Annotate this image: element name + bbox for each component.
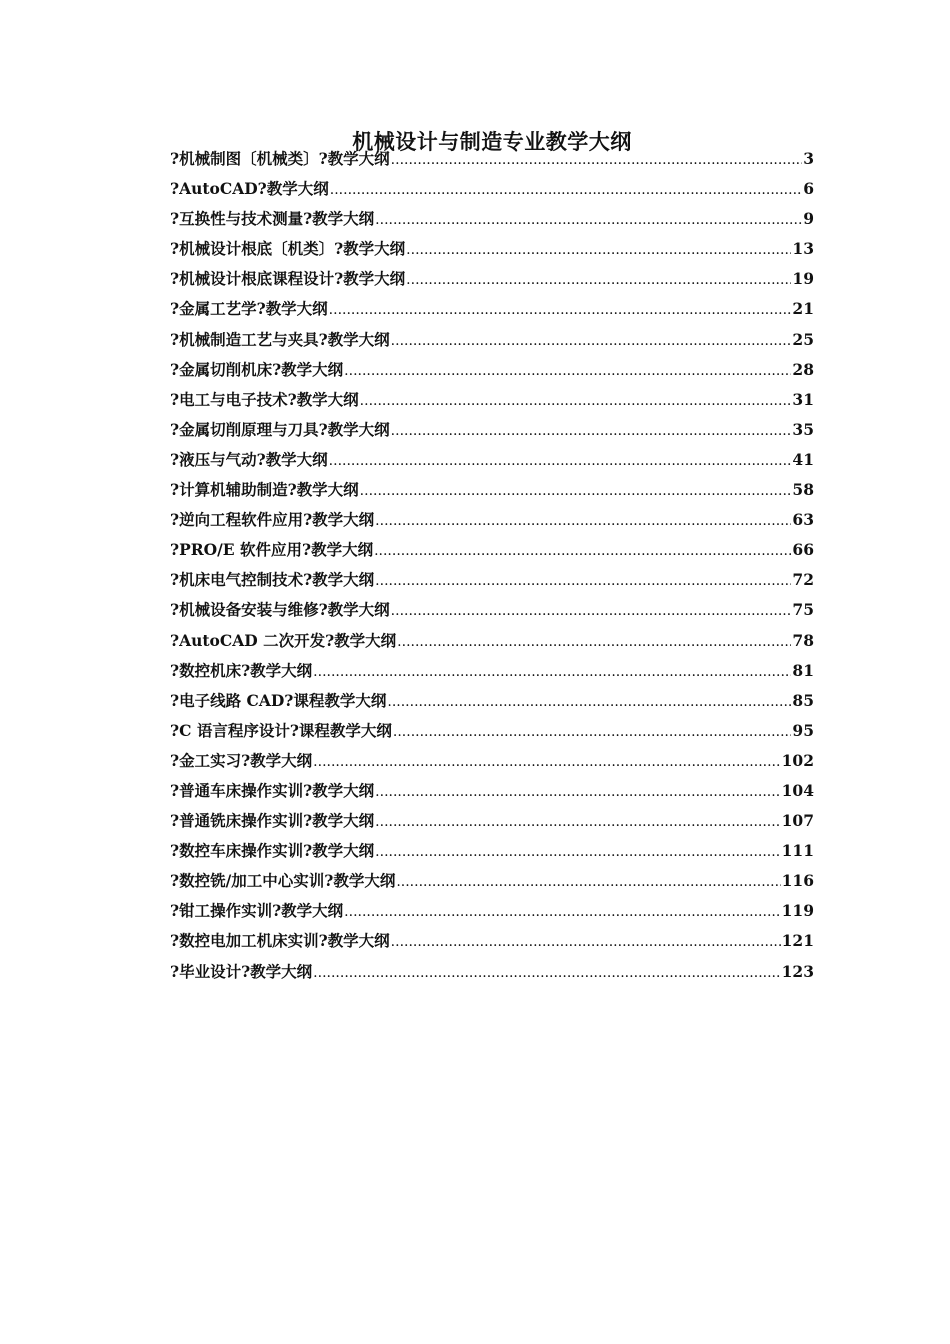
- toc-dot-leader: [360, 389, 792, 413]
- toc-entry[interactable]: [170, 358, 814, 388]
- toc-entry-title: ?金属切削原理与刀具?教学大纲: [170, 419, 390, 439]
- toc-entry-title: ?金工实习?教学大纲: [170, 750, 313, 770]
- toc-dot-leader: [375, 569, 791, 593]
- toc-entry-page-number: 9: [803, 209, 814, 229]
- toc-entry-page-number: 121: [781, 931, 814, 951]
- toc-dot-leader: [360, 479, 792, 503]
- toc-entry-page-number: 119: [781, 901, 814, 921]
- toc-entry-title: ?数控车床操作实训?教学大纲: [170, 841, 375, 861]
- toc-entry[interactable]: [170, 839, 814, 869]
- toc-entry-page-number: 102: [781, 750, 814, 770]
- toc-entry-title: ?数控机床?教学大纲: [170, 660, 313, 680]
- toc-entry-page-number: 41: [792, 449, 814, 469]
- toc-dot-leader: [375, 840, 780, 864]
- toc-entry[interactable]: [170, 297, 814, 327]
- toc-entry[interactable]: [170, 508, 814, 538]
- toc-entry-title: ?毕业设计?教学大纲: [170, 961, 313, 981]
- toc-entry-title: ?计算机辅助制造?教学大纲: [170, 480, 359, 500]
- toc-dot-leader: [313, 961, 780, 985]
- toc-entry[interactable]: [170, 147, 814, 177]
- toc-entry[interactable]: [170, 267, 814, 297]
- toc-dot-leader: [344, 359, 791, 383]
- toc-dot-leader: [387, 690, 791, 714]
- toc-entry[interactable]: [170, 899, 814, 929]
- toc-dot-leader: [313, 660, 791, 684]
- toc-entry-title: ?普通铣床操作实训?教学大纲: [170, 811, 375, 831]
- toc-entry[interactable]: [170, 478, 814, 508]
- toc-dot-leader: [391, 599, 792, 623]
- toc-entry[interactable]: [170, 749, 814, 779]
- document-title: 机械设计与制造专业教学大纲: [352, 129, 632, 155]
- toc-entry-page-number: 78: [792, 630, 814, 650]
- toc-entry-page-number: 28: [792, 359, 814, 379]
- toc-entry-title: ?金属切削机床?教学大纲: [170, 359, 344, 379]
- toc-entry-page-number: 75: [792, 600, 814, 620]
- toc-entry[interactable]: [170, 568, 814, 598]
- toc-entry-page-number: 72: [792, 570, 814, 590]
- toc-entry[interactable]: [170, 659, 814, 689]
- table-of-contents: [170, 147, 814, 990]
- toc-dot-leader: [313, 750, 780, 774]
- toc-entry-title: ?机械制图〔机械类〕?教学大纲: [170, 149, 390, 168]
- toc-dot-leader: [406, 268, 791, 292]
- toc-dot-leader: [374, 539, 791, 563]
- toc-entry-title: ?液压与气动?教学大纲: [170, 449, 328, 469]
- toc-entry-title: ?C 语言程序设计?课程教学大纲: [170, 720, 392, 740]
- toc-dot-leader: [375, 810, 780, 834]
- toc-dot-leader: [391, 148, 803, 172]
- toc-entry-page-number: 3: [803, 149, 814, 168]
- toc-dot-leader: [396, 870, 780, 894]
- toc-dot-leader: [391, 329, 792, 353]
- toc-entry[interactable]: [170, 418, 814, 448]
- toc-entry-page-number: 66: [792, 540, 814, 560]
- toc-dot-leader: [406, 238, 791, 262]
- toc-entry-page-number: 104: [781, 780, 814, 800]
- toc-entry[interactable]: [170, 538, 814, 568]
- toc-entry[interactable]: [170, 809, 814, 839]
- toc-entry-title: ?互换性与技术测量?教学大纲: [170, 209, 375, 229]
- toc-entry[interactable]: [170, 177, 814, 207]
- toc-entry-title: ?钳工操作实训?教学大纲: [170, 901, 344, 921]
- toc-entry-page-number: 95: [792, 720, 814, 740]
- toc-entry-page-number: 58: [792, 480, 814, 500]
- toc-entry-page-number: 81: [792, 660, 814, 680]
- toc-entry-page-number: 123: [781, 961, 814, 981]
- toc-entry-title: ?金属工艺学?教学大纲: [170, 299, 328, 319]
- toc-entry-title: ?机床电气控制技术?教学大纲: [170, 570, 375, 590]
- toc-dot-leader: [391, 930, 781, 954]
- toc-entry-page-number: 111: [781, 841, 814, 861]
- toc-entry-title: ?机械设备安装与维修?教学大纲: [170, 600, 390, 620]
- toc-entry-page-number: 35: [792, 419, 814, 439]
- toc-entry[interactable]: [170, 388, 814, 418]
- toc-entry[interactable]: [170, 869, 814, 899]
- toc-entry[interactable]: [170, 629, 814, 659]
- toc-entry-title: ?数控铣/加工中心实训?教学大纲: [170, 871, 396, 891]
- toc-entry[interactable]: [170, 328, 814, 358]
- toc-entry[interactable]: [170, 779, 814, 809]
- toc-entry-page-number: 25: [792, 329, 814, 349]
- toc-entry-title: ?逆向工程软件应用?教学大纲: [170, 510, 375, 530]
- toc-entry[interactable]: [170, 929, 814, 959]
- toc-entry-title: ?数控电加工机床实训?教学大纲: [170, 931, 390, 951]
- toc-entry[interactable]: [170, 960, 814, 990]
- toc-dot-leader: [330, 178, 802, 202]
- toc-entry[interactable]: [170, 448, 814, 478]
- toc-entry-title: ?AutoCAD 二次开发?教学大纲: [170, 630, 397, 650]
- toc-dot-leader: [329, 298, 792, 322]
- toc-entry[interactable]: [170, 719, 814, 749]
- toc-entry[interactable]: [170, 207, 814, 237]
- toc-entry-page-number: 21: [792, 299, 814, 319]
- toc-entry-title: ?电工与电子技术?教学大纲: [170, 389, 359, 409]
- toc-entry-page-number: 31: [792, 389, 814, 409]
- toc-entry[interactable]: [170, 689, 814, 719]
- toc-dot-leader: [393, 720, 792, 744]
- toc-entry-page-number: 107: [781, 811, 814, 831]
- toc-entry-page-number: 13: [792, 239, 814, 259]
- toc-entry-title: ?PRO/E 软件应用?教学大纲: [170, 540, 374, 560]
- toc-entry-title: ?机械设计根底课程设计?教学大纲: [170, 269, 406, 289]
- toc-entry-title: ?AutoCAD?教学大纲: [170, 179, 329, 199]
- toc-dot-leader: [375, 780, 780, 804]
- toc-dot-leader: [329, 449, 792, 473]
- toc-entry-title: ?机械设计根底〔机类〕?教学大纲: [170, 239, 406, 259]
- toc-entry-page-number: 6: [803, 179, 814, 199]
- toc-entry-page-number: 85: [792, 690, 814, 710]
- toc-dot-leader: [375, 208, 802, 232]
- toc-dot-leader: [375, 509, 791, 533]
- toc-entry-title: ?普通车床操作实训?教学大纲: [170, 780, 375, 800]
- toc-entry-title: ?机械制造工艺与夹具?教学大纲: [170, 329, 390, 349]
- toc-entry-page-number: 116: [781, 871, 814, 891]
- toc-dot-leader: [397, 630, 791, 654]
- toc-dot-leader: [344, 900, 780, 924]
- toc-entry-page-number: 63: [792, 510, 814, 530]
- toc-entry[interactable]: [170, 598, 814, 628]
- toc-entry[interactable]: [170, 237, 814, 267]
- toc-entry-title: ?电子线路 CAD?课程教学大纲: [170, 690, 387, 710]
- toc-dot-leader: [391, 419, 792, 443]
- toc-entry-page-number: 19: [792, 269, 814, 289]
